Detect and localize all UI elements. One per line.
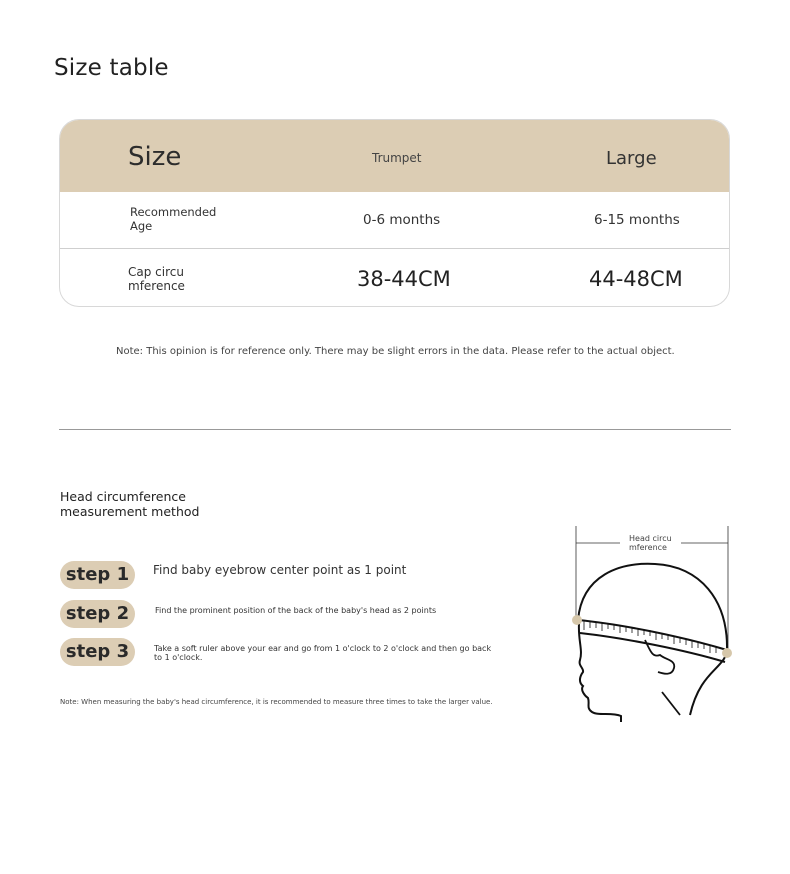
reference-note: Note: This opinion is for reference only. There may be slight errors in the data. Please refer to the actual object.: [116, 346, 675, 357]
header-size: Size: [128, 142, 182, 172]
size-table: [59, 119, 730, 307]
row-label-circumference: [128, 265, 238, 293]
page-title: Size table: [54, 55, 169, 81]
table-header: [60, 120, 729, 192]
row-label-line: mference: [128, 279, 185, 293]
step-3-badge: step 3: [60, 638, 135, 666]
baby-head-measurement-icon: [565, 522, 745, 727]
dim-label-line: Head circu: [629, 534, 672, 543]
head-circumference-label: [629, 534, 679, 552]
age-large-value: 6-15 months: [594, 212, 680, 228]
row-label-line: Cap circu: [128, 265, 184, 279]
step-1-text: Find baby eyebrow center point as 1 point: [153, 563, 407, 577]
header-large: Large: [606, 148, 657, 169]
table-row-recommended-age: [60, 192, 729, 249]
row-label-line: Recommended: [130, 205, 217, 219]
step-1-badge: step 1: [60, 561, 135, 589]
step-2-text: Find the prominent position of the back of the baby's head as 2 points: [155, 606, 437, 615]
step-3-text: Take a soft ruler above your ear and go from 1 o'clock to 2 o'clock and then go back to 1 o'clock.: [154, 644, 492, 662]
header-trumpet: Trumpet: [372, 151, 422, 165]
method-title: [60, 489, 240, 519]
age-trumpet-value: 0-6 months: [363, 212, 441, 228]
method-title-line: Head circumference: [60, 489, 186, 504]
row-label-age: [130, 205, 240, 233]
row-label-line: Age: [130, 219, 153, 233]
circ-large-value: 44-48CM: [589, 267, 683, 291]
step-2-badge: step 2: [60, 600, 135, 628]
measurement-note: Note: When measuring the baby's head circumference, it is recommended to measure three times to take the larger value.: [60, 698, 493, 706]
circ-trumpet-value: 38-44CM: [357, 267, 451, 291]
section-divider: [59, 429, 731, 430]
dim-label-line: mference: [629, 543, 667, 552]
table-row-cap-circumference: [60, 250, 729, 307]
method-title-line: measurement method: [60, 504, 200, 519]
